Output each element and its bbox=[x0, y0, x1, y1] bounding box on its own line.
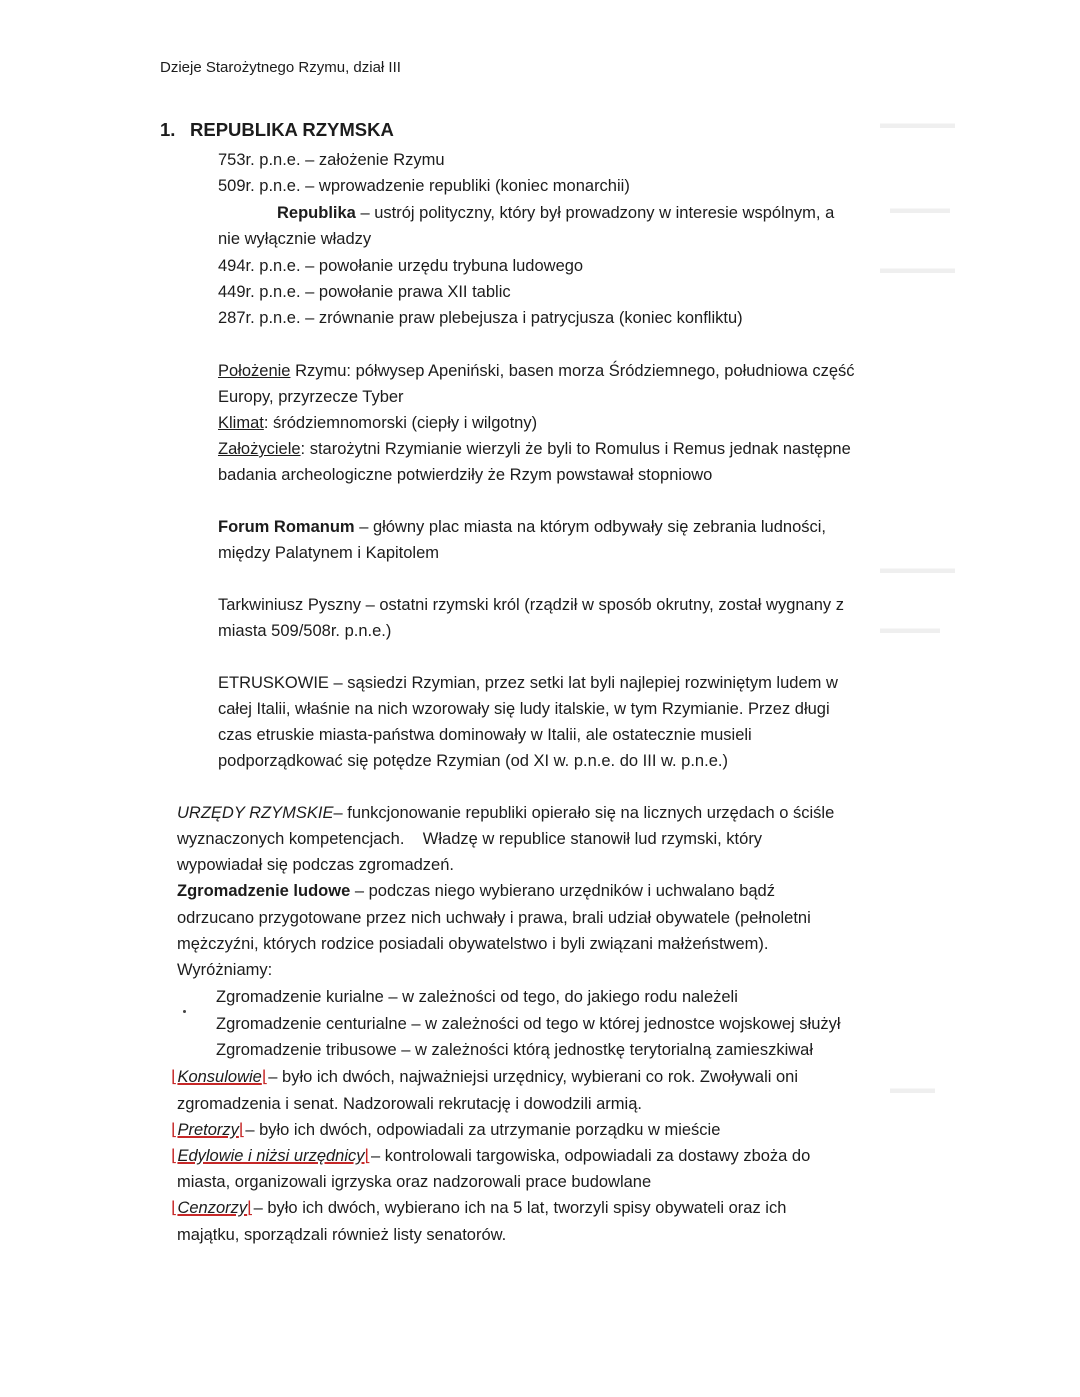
consuls-term: Konsulowie bbox=[177, 1068, 262, 1086]
bleed-through: ▬▬▬▬▬ bbox=[880, 115, 955, 132]
bracket-mark: ⌊ bbox=[261, 1068, 269, 1086]
assembly-line bbox=[177, 881, 775, 901]
assembly-type: Zgromadzenie centurialne – w zależności od tego w której jednostce wojskowej służył bbox=[216, 1015, 841, 1033]
entry-text: założenie Rzymu bbox=[318, 151, 445, 169]
location-line-cont: Europy, przyrzecze Tyber bbox=[218, 388, 404, 406]
praetors-line bbox=[171, 1120, 720, 1140]
entry-date: 753r. p.n.e. – bbox=[218, 151, 315, 169]
timeline-entry bbox=[218, 256, 583, 276]
section-number: 1. bbox=[160, 119, 176, 140]
censors-text: – było ich dwóch, wybierano ich na 5 lat, tworzyli spisy obywateli oraz ich bbox=[253, 1199, 787, 1217]
bracket-mark: ⌊ bbox=[364, 1147, 371, 1165]
forum-text: – główny plac miasta na którym odbywały się zebrania ludności, bbox=[359, 518, 826, 536]
forum-term: Forum Romanum bbox=[218, 518, 355, 536]
assembly-term: Zgromadzenie ludowe bbox=[177, 882, 351, 900]
entry-date: 287r. p.n.e. – bbox=[218, 309, 315, 327]
praetors-term: Pretorzy bbox=[177, 1121, 239, 1139]
entry-text: powołanie prawa XII tablic bbox=[318, 283, 511, 301]
location-line bbox=[218, 361, 855, 381]
timeline-entry bbox=[218, 308, 743, 328]
bleed-through: ▬▬▬▬ bbox=[880, 620, 940, 637]
bracket-mark: ⌊ bbox=[238, 1121, 246, 1139]
distinguish-label: Wyróżniamy: bbox=[177, 961, 273, 979]
republic-definition-cont: nie wyłącznie władzy bbox=[218, 230, 372, 248]
bleed-through: ▬▬▬▬ bbox=[890, 200, 950, 217]
founders-text: : starożytni Rzymianie wierzyli że byli to Romulus i Remus jednak następne bbox=[300, 440, 851, 458]
entry-text: wprowadzenie republiki (koniec monarchii) bbox=[318, 177, 630, 195]
censors-term: Cenzorzy bbox=[177, 1199, 248, 1217]
offices-term: URZĘDY RZYMSKIE bbox=[177, 804, 334, 822]
bracket-mark: ⌊ bbox=[171, 1121, 178, 1139]
assembly-text: – podczas niego wybierano urzędników i uchwalano bądź bbox=[354, 882, 775, 900]
climate-label: Klimat bbox=[218, 414, 264, 432]
bracket-mark: ⌊ bbox=[171, 1068, 178, 1086]
assembly-line: odrzucano przygotowane przez nich uchwały i prawa, brali udział obywatele (pełnoletni bbox=[177, 909, 811, 927]
bleed-through: ▬▬▬▬▬ bbox=[880, 560, 955, 577]
forum-line-cont: między Palatynem i Kapitolem bbox=[218, 544, 440, 562]
bracket-mark: ⌊ bbox=[171, 1199, 178, 1217]
climate-text: : śródziemnomorski (ciepły i wilgotny) bbox=[263, 414, 538, 432]
aediles-term: Edylowie i niżsi urzędnicy bbox=[177, 1147, 365, 1165]
entry-text: zrównanie praw plebejusza i patrycjusza (koniec konfliktu) bbox=[318, 309, 743, 327]
entry-text: powołanie urzędu trybuna ludowego bbox=[318, 257, 584, 275]
tarquin-line-cont: miasta 509/508r. p.n.e.) bbox=[218, 622, 392, 640]
censors-line-cont: majątku, sporządzali również listy senatorów. bbox=[177, 1226, 507, 1244]
consuls-line-cont: zgromadzenia i senat. Nadzorowali rekrutację i dowodzili armią. bbox=[177, 1095, 642, 1113]
founders-line bbox=[218, 439, 851, 459]
offices-text: – funkcjonowanie republiki opierało się na licznych urzędach o ściśle bbox=[333, 804, 835, 822]
offices-line: wyznaczonych kompetencjach. Władzę w republice stanowił lud rzymski, który bbox=[177, 830, 763, 848]
praetors-text: – było ich dwóch, odpowiadali za utrzymanie porządku w mieście bbox=[245, 1121, 721, 1139]
republic-definition bbox=[277, 203, 834, 223]
consuls-line bbox=[171, 1067, 798, 1087]
entry-date: 494r. p.n.e. – bbox=[218, 257, 315, 275]
founders-line-cont: badania archeologiczne potwierdziły że Rzym powstawał stopniowo bbox=[218, 466, 713, 484]
entry-date: 509r. p.n.e. – bbox=[218, 177, 315, 195]
location-label: Położenie bbox=[218, 362, 291, 380]
bracket-mark: ⌊ bbox=[171, 1147, 178, 1165]
timeline-entry bbox=[218, 150, 445, 170]
bleed-through: ▬▬▬▬▬ bbox=[880, 260, 955, 277]
definition-text: – ustrój polityczny, który był prowadzony w interesie wspólnym, a bbox=[360, 204, 835, 222]
etruscans-line: całej Italii, właśnie na nich wzorowały się ludy italskie, w tym Rzymianie. Przez długi bbox=[218, 700, 830, 718]
aediles-text: – kontrolowali targowiska, odpowiadali za dostawy zboża do bbox=[370, 1147, 811, 1165]
timeline-entry bbox=[218, 176, 630, 196]
bleed-through: ▬▬▬ bbox=[890, 1080, 935, 1097]
timeline-entry bbox=[218, 282, 511, 302]
section-title-text: REPUBLIKA RZYMSKA bbox=[190, 119, 394, 140]
etruscans-line: ETRUSKOWIE – sąsiedzi Rzymian, przez setki lat byli najlepiej rozwiniętym ludem w bbox=[218, 674, 838, 692]
bracket-mark: ⌊ bbox=[247, 1199, 254, 1217]
offices-line: wypowiadał się podczas zgromadzeń. bbox=[177, 856, 454, 874]
pen-mark bbox=[183, 1010, 186, 1013]
definition-term: Republika bbox=[277, 204, 356, 222]
forum-line bbox=[218, 517, 826, 537]
assembly-type: Zgromadzenie kurialne – w zależności od tego, do jakiego rodu należeli bbox=[216, 988, 738, 1006]
section-title bbox=[160, 119, 394, 141]
entry-date: 449r. p.n.e. – bbox=[218, 283, 315, 301]
consuls-text: – było ich dwóch, najważniejsi urzędnicy, wybierani co rok. Zwoływali oni bbox=[268, 1068, 799, 1086]
aediles-line-cont: miasta, organizowali igrzyska oraz nadzorowali prace budowlane bbox=[177, 1173, 652, 1191]
tarquin-line: Tarkwiniusz Pyszny – ostatni rzymski król (rządził w sposób okrutny, został wygnany z bbox=[218, 596, 844, 614]
etruscans-line: czas etruskie miasta-państwa dominowały w Italii, ale ostatecznie musieli bbox=[218, 726, 752, 744]
location-text: Rzymu: półwysep Apeniński, basen morza Śródziemnego, południowa część bbox=[295, 362, 855, 380]
censors-line bbox=[171, 1198, 786, 1218]
assembly-type: Zgromadzenie tribusowe – w zależności którą jednostkę terytorialną zamieszkiwał bbox=[216, 1041, 814, 1059]
assembly-line: mężczyźni, których rodzice posiadali obywatelstwo i byli związani małżeństwem). bbox=[177, 935, 769, 953]
offices-intro bbox=[177, 803, 834, 823]
founders-label: Założyciele bbox=[218, 440, 301, 458]
document-header: Dzieje Starożytnego Rzymu, dział III bbox=[160, 59, 401, 76]
climate-line bbox=[218, 413, 537, 433]
etruscans-line: podporządkować się potędze Rzymian (od XI w. p.n.e. do III w. p.n.e.) bbox=[218, 752, 728, 770]
aediles-line bbox=[171, 1146, 810, 1166]
